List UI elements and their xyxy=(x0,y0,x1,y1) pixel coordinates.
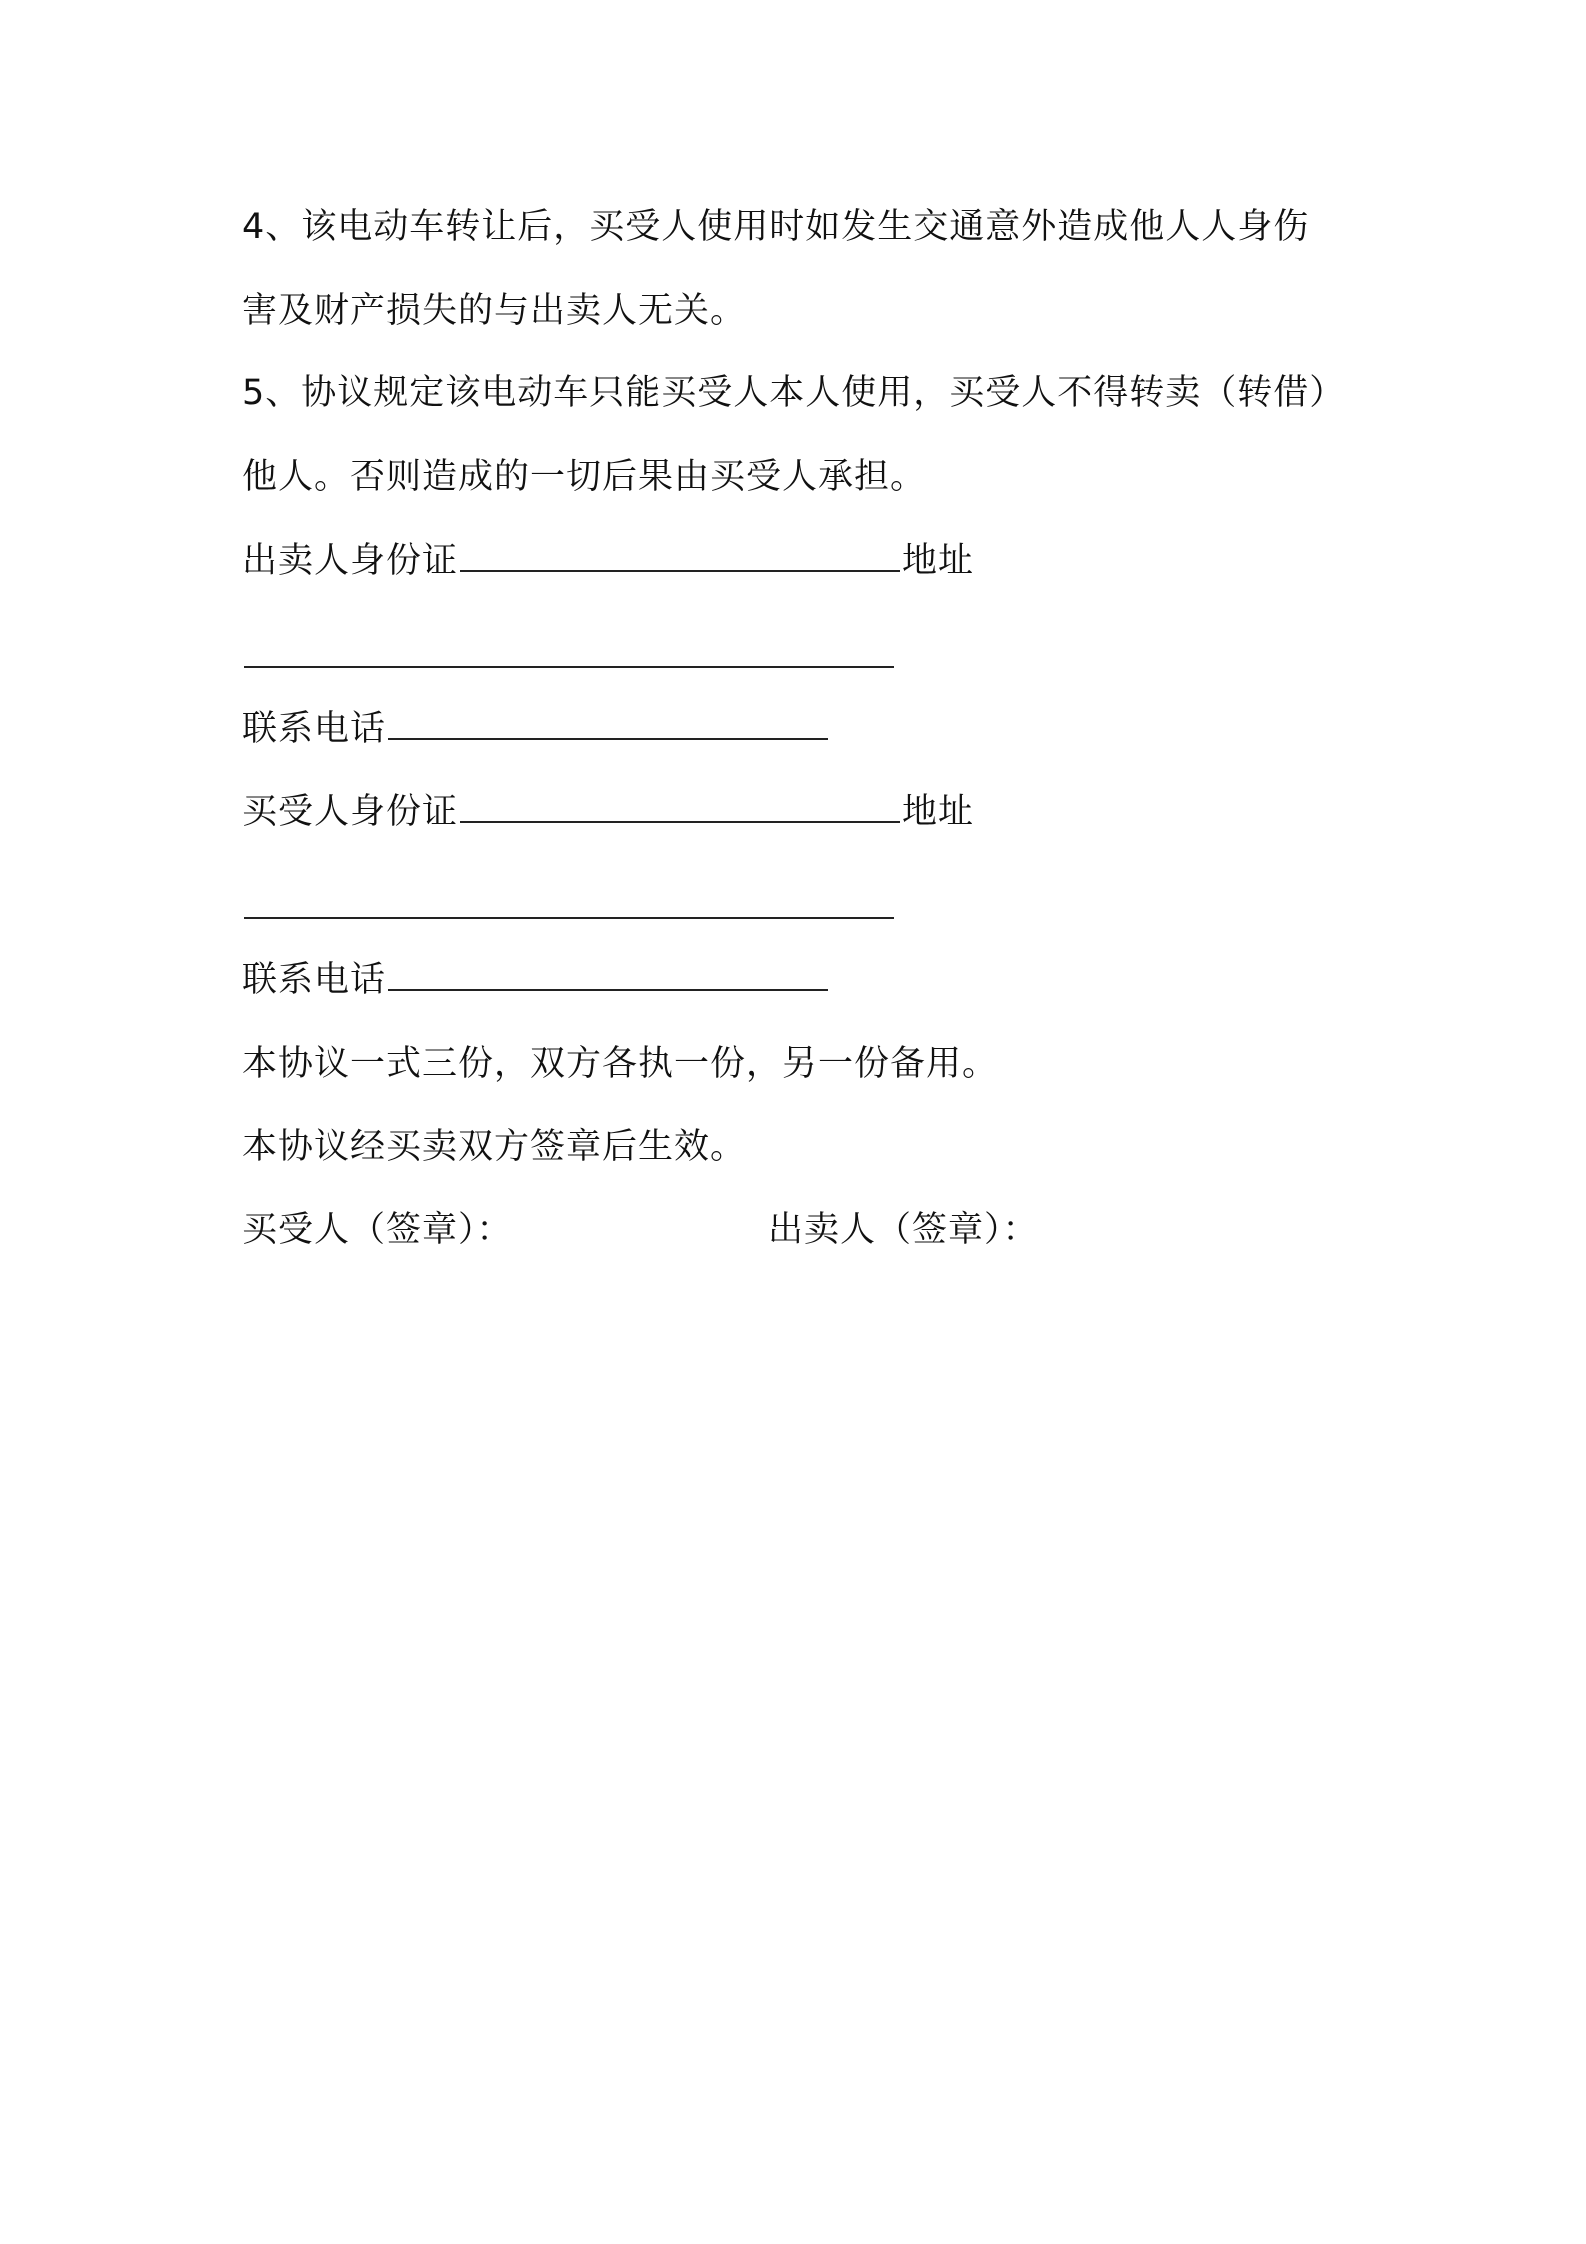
buyer-address-blank[interactable] xyxy=(244,911,894,919)
seller-address-blank[interactable] xyxy=(244,660,894,668)
buyer-id-row xyxy=(242,792,975,832)
effective-statement: 本协议经买卖双方签章后生效。 xyxy=(242,1127,747,1167)
seller-address-label: 地址 xyxy=(902,541,975,581)
seller-id-blank[interactable] xyxy=(460,564,900,572)
clause-5-line-2: 他人。否则造成的一切后果由买受人承担。 xyxy=(242,457,927,497)
buyer-address-row xyxy=(242,891,896,926)
seller-signature-label: 出卖人（签章）： xyxy=(768,1210,1039,1250)
buyer-id-label: 买受人身份证 xyxy=(242,792,459,832)
clause-4-line-2: 害及财产损失的与出卖人无关。 xyxy=(242,291,747,331)
seller-id-row xyxy=(242,541,975,581)
seller-phone-label: 联系电话 xyxy=(242,709,387,749)
buyer-phone-blank[interactable] xyxy=(388,983,828,991)
seller-phone-row xyxy=(242,709,830,749)
seller-phone-blank[interactable] xyxy=(388,732,828,740)
copies-statement: 本协议一式三份，双方各执一份，另一份备用。 xyxy=(242,1044,999,1084)
seller-id-label: 出卖人身份证 xyxy=(242,541,459,581)
seller-address-row xyxy=(242,640,896,675)
buyer-phone-row xyxy=(242,960,830,1000)
clause-4-line-1: 4、该电动车转让后，买受人使用时如发生交通意外造成他人人身伤 xyxy=(242,207,1310,247)
buyer-id-blank[interactable] xyxy=(460,815,900,823)
clause-5-line-1: 5、协议规定该电动车只能买受人本人使用，买受人不得转卖（转借） xyxy=(242,373,1346,413)
buyer-phone-label: 联系电话 xyxy=(242,960,387,1000)
buyer-address-label: 地址 xyxy=(902,792,975,832)
buyer-signature-label: 买受人（签章）： xyxy=(242,1210,513,1250)
